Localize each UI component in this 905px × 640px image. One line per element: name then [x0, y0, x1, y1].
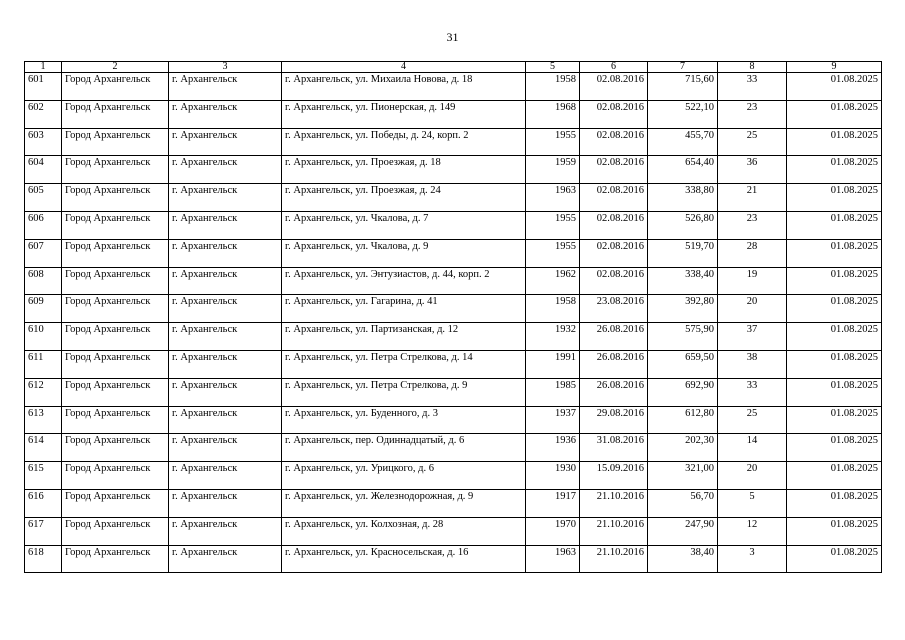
area-cell: 338,80: [648, 184, 718, 212]
date-cell: 26.08.2016: [580, 350, 648, 378]
address-cell: г. Архангельск, ул. Красносельская, д. 16: [282, 545, 526, 573]
deadline-cell: 01.08.2025: [787, 267, 882, 295]
municipality-cell: Город Архангельск: [62, 545, 169, 573]
date-cell: 21.10.2016: [580, 489, 648, 517]
settlement-cell: г. Архангельск: [169, 378, 282, 406]
area-cell: 659,50: [648, 350, 718, 378]
settlement-cell: г. Архангельск: [169, 128, 282, 156]
residents-cell: 23: [718, 100, 787, 128]
column-header: 7: [648, 62, 718, 73]
settlement-cell: г. Архангельск: [169, 295, 282, 323]
settlement-cell: г. Архангельск: [169, 156, 282, 184]
table-row: [25, 73, 882, 101]
area-cell: 338,40: [648, 267, 718, 295]
address-cell: г. Архангельск, ул. Петра Стрелкова, д. 9: [282, 378, 526, 406]
year-built-cell: 1963: [526, 545, 580, 573]
row-number-cell: 611: [25, 350, 62, 378]
date-cell: 02.08.2016: [580, 100, 648, 128]
page-number: 31: [446, 30, 459, 44]
municipality-cell: Город Архангельск: [62, 128, 169, 156]
deadline-cell: 01.08.2025: [787, 128, 882, 156]
residents-cell: 23: [718, 211, 787, 239]
settlement-cell: г. Архангельск: [169, 434, 282, 462]
year-built-cell: 1936: [526, 434, 580, 462]
area-cell: 247,90: [648, 517, 718, 545]
address-cell: г. Архангельск, ул. Проезжая, д. 18: [282, 156, 526, 184]
date-cell: 02.08.2016: [580, 73, 648, 101]
settlement-cell: г. Архангельск: [169, 489, 282, 517]
area-cell: 715,60: [648, 73, 718, 101]
deadline-cell: 01.08.2025: [787, 350, 882, 378]
municipality-cell: Город Архангельск: [62, 156, 169, 184]
deadline-cell: 01.08.2025: [787, 378, 882, 406]
settlement-cell: г. Архангельск: [169, 545, 282, 573]
row-number-cell: 606: [25, 211, 62, 239]
table-row: [25, 295, 882, 323]
row-number-cell: 612: [25, 378, 62, 406]
municipality-cell: Город Архангельск: [62, 184, 169, 212]
address-cell: г. Архангельск, ул. Энтузиастов, д. 44, корп. 2: [282, 267, 526, 295]
settlement-cell: г. Архангельск: [169, 267, 282, 295]
table-row: [25, 350, 882, 378]
address-cell: г. Архангельск, ул. Гагарина, д. 41: [282, 295, 526, 323]
municipality-cell: Город Архангельск: [62, 73, 169, 101]
year-built-cell: 1968: [526, 100, 580, 128]
deadline-cell: 01.08.2025: [787, 434, 882, 462]
table-row: [25, 156, 882, 184]
year-built-cell: 1917: [526, 489, 580, 517]
deadline-cell: 01.08.2025: [787, 545, 882, 573]
row-number-cell: 613: [25, 406, 62, 434]
municipality-cell: Город Архангельск: [62, 323, 169, 351]
year-built-cell: 1932: [526, 323, 580, 351]
municipality-cell: Город Архангельск: [62, 406, 169, 434]
year-built-cell: 1930: [526, 462, 580, 490]
residents-cell: 33: [718, 378, 787, 406]
date-cell: 02.08.2016: [580, 184, 648, 212]
row-number-cell: 618: [25, 545, 62, 573]
residents-cell: 28: [718, 239, 787, 267]
settlement-cell: г. Архангельск: [169, 100, 282, 128]
area-cell: 612,80: [648, 406, 718, 434]
row-number-cell: 601: [25, 73, 62, 101]
row-number-cell: 608: [25, 267, 62, 295]
residents-cell: 36: [718, 156, 787, 184]
year-built-cell: 1955: [526, 239, 580, 267]
municipality-cell: Город Архангельск: [62, 295, 169, 323]
row-number-cell: 614: [25, 434, 62, 462]
table-row: [25, 434, 882, 462]
residents-cell: 20: [718, 462, 787, 490]
residents-cell: 21: [718, 184, 787, 212]
area-cell: 519,70: [648, 239, 718, 267]
settlement-cell: г. Архангельск: [169, 517, 282, 545]
residents-cell: 33: [718, 73, 787, 101]
municipality-cell: Город Архангельск: [62, 239, 169, 267]
residents-cell: 25: [718, 128, 787, 156]
year-built-cell: 1955: [526, 211, 580, 239]
column-header: 1: [25, 62, 62, 73]
residents-cell: 37: [718, 323, 787, 351]
municipality-cell: Город Архангельск: [62, 517, 169, 545]
address-cell: г. Архангельск, ул. Колхозная, д. 28: [282, 517, 526, 545]
column-header: 2: [62, 62, 169, 73]
table-row: [25, 489, 882, 517]
address-cell: г. Архангельск, ул. Михаила Новова, д. 18: [282, 73, 526, 101]
municipality-cell: Город Архангельск: [62, 462, 169, 490]
table-row: [25, 378, 882, 406]
table-row: [25, 184, 882, 212]
settlement-cell: г. Архангельск: [169, 73, 282, 101]
table-row: [25, 100, 882, 128]
municipality-cell: Город Архангельск: [62, 267, 169, 295]
year-built-cell: 1955: [526, 128, 580, 156]
column-header: 8: [718, 62, 787, 73]
table-body: [25, 73, 882, 573]
date-cell: 31.08.2016: [580, 434, 648, 462]
area-cell: 575,90: [648, 323, 718, 351]
deadline-cell: 01.08.2025: [787, 100, 882, 128]
address-cell: г. Архангельск, ул. Чкалова, д. 9: [282, 239, 526, 267]
year-built-cell: 1937: [526, 406, 580, 434]
row-number-cell: 615: [25, 462, 62, 490]
date-cell: 21.10.2016: [580, 517, 648, 545]
date-cell: 15.09.2016: [580, 462, 648, 490]
table-row: [25, 406, 882, 434]
row-number-cell: 604: [25, 156, 62, 184]
residents-cell: 14: [718, 434, 787, 462]
year-built-cell: 1958: [526, 73, 580, 101]
table-row: [25, 462, 882, 490]
year-built-cell: 1962: [526, 267, 580, 295]
date-cell: 02.08.2016: [580, 211, 648, 239]
address-cell: г. Архангельск, ул. Петра Стрелкова, д. 14: [282, 350, 526, 378]
date-cell: 02.08.2016: [580, 239, 648, 267]
address-cell: г. Архангельск, ул. Пионерская, д. 149: [282, 100, 526, 128]
date-cell: 02.08.2016: [580, 156, 648, 184]
settlement-cell: г. Архангельск: [169, 239, 282, 267]
address-cell: г. Архангельск, ул. Проезжая, д. 24: [282, 184, 526, 212]
column-header: 9: [787, 62, 882, 73]
settlement-cell: г. Архангельск: [169, 323, 282, 351]
deadline-cell: 01.08.2025: [787, 406, 882, 434]
area-cell: 321,00: [648, 462, 718, 490]
address-cell: г. Архангельск, ул. Урицкого, д. 6: [282, 462, 526, 490]
row-number-cell: 602: [25, 100, 62, 128]
date-cell: 02.08.2016: [580, 128, 648, 156]
address-cell: г. Архангельск, ул. Партизанская, д. 12: [282, 323, 526, 351]
area-cell: 455,70: [648, 128, 718, 156]
municipality-cell: Город Архангельск: [62, 350, 169, 378]
area-cell: 522,10: [648, 100, 718, 128]
date-cell: 23.08.2016: [580, 295, 648, 323]
date-cell: 26.08.2016: [580, 323, 648, 351]
column-header: 6: [580, 62, 648, 73]
deadline-cell: 01.08.2025: [787, 489, 882, 517]
area-cell: 202,30: [648, 434, 718, 462]
residents-cell: 19: [718, 267, 787, 295]
row-number-cell: 616: [25, 489, 62, 517]
date-cell: 29.08.2016: [580, 406, 648, 434]
address-cell: г. Архангельск, ул. Железнодорожная, д. 9: [282, 489, 526, 517]
table-row: [25, 128, 882, 156]
address-cell: г. Архангельск, ул. Буденного, д. 3: [282, 406, 526, 434]
area-cell: 692,90: [648, 378, 718, 406]
column-header: 3: [169, 62, 282, 73]
deadline-cell: 01.08.2025: [787, 517, 882, 545]
row-number-cell: 607: [25, 239, 62, 267]
residents-cell: 5: [718, 489, 787, 517]
row-number-cell: 605: [25, 184, 62, 212]
table-row: [25, 267, 882, 295]
deadline-cell: 01.08.2025: [787, 462, 882, 490]
housing-registry-table: [24, 61, 882, 573]
column-header: 5: [526, 62, 580, 73]
area-cell: 526,80: [648, 211, 718, 239]
area-cell: 38,40: [648, 545, 718, 573]
year-built-cell: 1985: [526, 378, 580, 406]
date-cell: 02.08.2016: [580, 267, 648, 295]
settlement-cell: г. Архангельск: [169, 184, 282, 212]
deadline-cell: 01.08.2025: [787, 211, 882, 239]
deadline-cell: 01.08.2025: [787, 323, 882, 351]
row-number-cell: 617: [25, 517, 62, 545]
row-number-cell: 609: [25, 295, 62, 323]
table-row: [25, 545, 882, 573]
table-row: [25, 211, 882, 239]
row-number-cell: 610: [25, 323, 62, 351]
deadline-cell: 01.08.2025: [787, 239, 882, 267]
table-row: [25, 517, 882, 545]
settlement-cell: г. Архангельск: [169, 350, 282, 378]
date-cell: 21.10.2016: [580, 545, 648, 573]
deadline-cell: 01.08.2025: [787, 73, 882, 101]
address-cell: г. Архангельск, ул. Победы, д. 24, корп. 2: [282, 128, 526, 156]
year-built-cell: 1991: [526, 350, 580, 378]
year-built-cell: 1958: [526, 295, 580, 323]
deadline-cell: 01.08.2025: [787, 184, 882, 212]
area-cell: 654,40: [648, 156, 718, 184]
area-cell: 392,80: [648, 295, 718, 323]
table-row: [25, 239, 882, 267]
date-cell: 26.08.2016: [580, 378, 648, 406]
settlement-cell: г. Архангельск: [169, 462, 282, 490]
municipality-cell: Город Архангельск: [62, 100, 169, 128]
deadline-cell: 01.08.2025: [787, 295, 882, 323]
year-built-cell: 1959: [526, 156, 580, 184]
table-row: [25, 323, 882, 351]
year-built-cell: 1963: [526, 184, 580, 212]
deadline-cell: 01.08.2025: [787, 156, 882, 184]
residents-cell: 12: [718, 517, 787, 545]
area-cell: 56,70: [648, 489, 718, 517]
residents-cell: 20: [718, 295, 787, 323]
address-cell: г. Архангельск, пер. Одиннадцатый, д. 6: [282, 434, 526, 462]
residents-cell: 25: [718, 406, 787, 434]
column-number-row: [25, 62, 882, 73]
settlement-cell: г. Архангельск: [169, 211, 282, 239]
municipality-cell: Город Архангельск: [62, 211, 169, 239]
year-built-cell: 1970: [526, 517, 580, 545]
column-header: 4: [282, 62, 526, 73]
address-cell: г. Архангельск, ул. Чкалова, д. 7: [282, 211, 526, 239]
row-number-cell: 603: [25, 128, 62, 156]
residents-cell: 38: [718, 350, 787, 378]
municipality-cell: Город Архангельск: [62, 434, 169, 462]
municipality-cell: Город Архангельск: [62, 489, 169, 517]
residents-cell: 3: [718, 545, 787, 573]
municipality-cell: Город Архангельск: [62, 378, 169, 406]
settlement-cell: г. Архангельск: [169, 406, 282, 434]
